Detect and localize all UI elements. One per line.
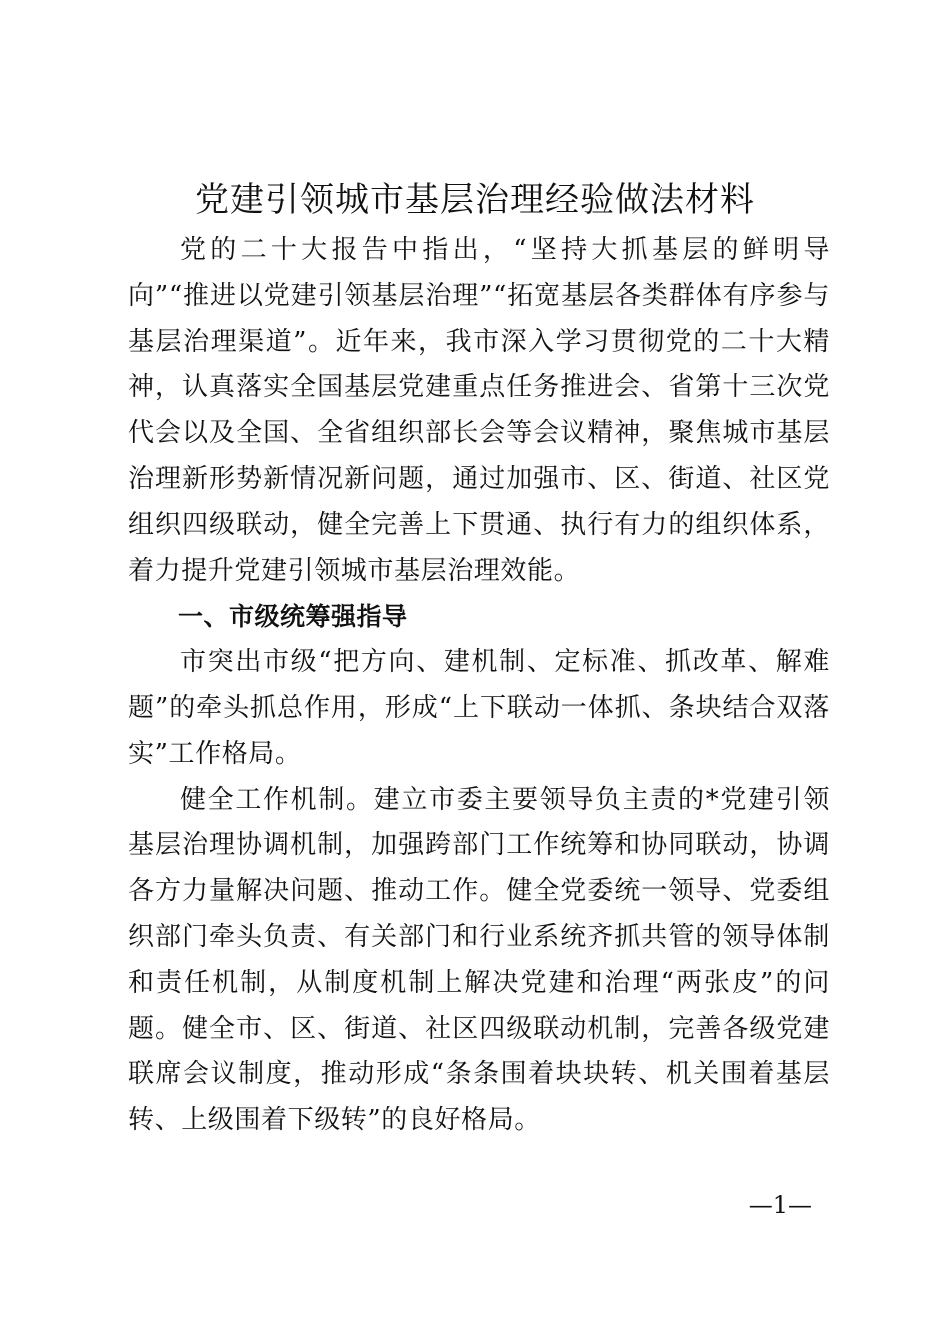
page-number: —1— [748,1191,812,1219]
document-body [128,228,830,1144]
section-heading: 一、市级统筹强指导 [178,602,408,632]
document-title: 党建引领城市基层治理经验做法材料 [195,180,755,220]
section-paragraph-2: 健全工作机制。建立市委主要领导负主责的*党建引领基层治理协调机制，加强跨部门工作统筹和协同联动，协调各方力量解决问题、推动工作。健全党委统一领导、党委组织部门牵头负责、有关部门和行业系统齐抓共管的领导体制和责任机制，从制度机制上解决党建和治理“两张皮”的问题。健全市、区、街道、社区四级联动机制，完善各级党建联席会议制度，推动形成“条条围着块块转、机关围着基层转、上级围着下级转”的良好格局。 [128,784,830,1136]
intro-paragraph: 党的二十大报告中指出，“坚持大抓基层的鲜明导向”“推进以党建引领基层治理”“拓宽基层各类群体有序参与基层治理渠道”。近年来，我市深入学习贯彻党的二十大精神，认真落实全国基层党建重点任务推进会、省第十三次党代会以及全国、全省组织部长会等会议精神，聚焦城市基层治理新形势新情况新问题，通过加强市、区、街道、社区党组织四级联动，健全完善上下贯通、执行有力的组织体系，着力提升党建引领城市基层治理效能。 [128,235,830,586]
section-paragraph-1: 市突出市级“把方向、建机制、定标准、抓改革、解难题”的牵头抓总作用，形成“上下联动一体抓、条块结合双落实”工作格局。 [128,647,830,769]
